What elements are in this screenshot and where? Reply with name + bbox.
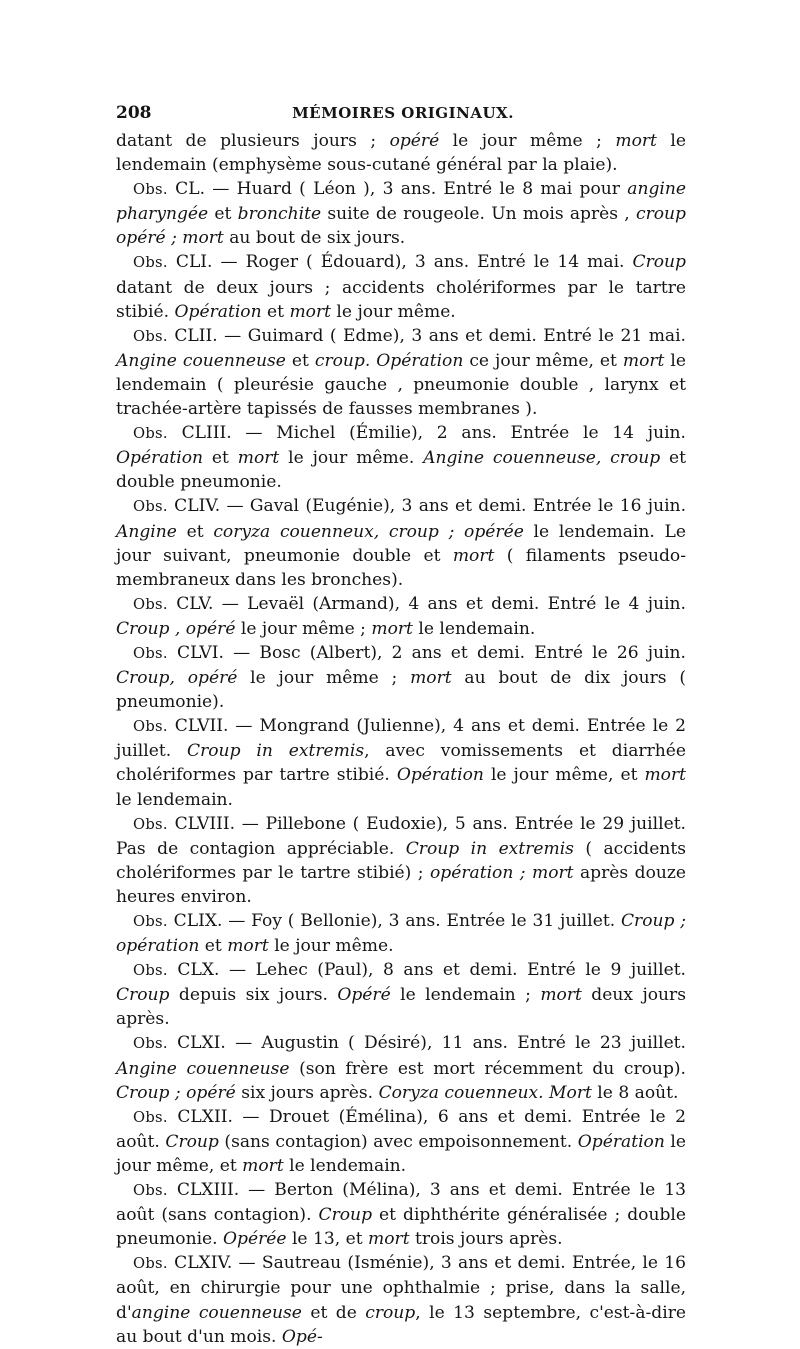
italic-term: mort [452, 545, 495, 566]
text-run: , le 13 septembre, c'est-à-dire au bout d'un mois. [116, 1302, 686, 1347]
italic-term: bronchite [237, 204, 322, 225]
italic-term: Opé- [281, 1326, 323, 1347]
text-run: après douze heures environ. [116, 862, 686, 907]
text-run: le jour même. [279, 448, 424, 469]
italic-term: Opération [116, 448, 204, 469]
text-run: (son frère est mort récemment du croup). [289, 1058, 686, 1079]
italic-term: mort [644, 765, 687, 786]
observation-paragraph [116, 1031, 686, 1104]
observation-paragraph [116, 250, 686, 323]
text-run: le jour même. [331, 301, 456, 322]
italic-term: mort [622, 350, 665, 371]
page-number: 208 [116, 103, 152, 123]
observation-paragraph [116, 1251, 686, 1348]
text-run: CL. — Huard ( Léon ), 3 ans. Entré le 8 mai pour [167, 179, 628, 200]
text-run: et [285, 350, 315, 371]
text-run: datant de plusieurs jours ; [116, 131, 390, 151]
text-run: datant de deux jours ; accidents cholériformes par le tartre stibié. [116, 277, 686, 322]
observation-paragraph [116, 592, 686, 641]
text-run: et [199, 936, 228, 957]
text-run: et de [301, 1302, 366, 1323]
italic-term: Croup ; opération [116, 911, 687, 957]
text-run: (sans contagion) avec empoisonnement. [218, 1131, 578, 1152]
text-run: le lendemain. [283, 1155, 407, 1176]
observation-label: Obs. [133, 1182, 168, 1200]
observation-paragraph [116, 421, 686, 494]
observation-paragraph [116, 958, 686, 1031]
italic-term: croup. Opération [314, 350, 464, 371]
italic-term: Croup in extremis [187, 741, 365, 762]
observation-paragraph [116, 1105, 686, 1178]
text-run: le jour même, et [116, 1131, 686, 1176]
italic-term: Angine [116, 521, 177, 542]
italic-term: Opération [396, 765, 484, 786]
text-run: au bout de six jours. [223, 228, 406, 249]
text-run: CLI. — Roger ( Édouard), 3 ans. Entré le 14 mai. [167, 252, 633, 273]
text-run: trois jours après. [409, 1229, 563, 1250]
text-run: le jour même ; [237, 668, 411, 689]
italic-term: Angine couenneuse [116, 1058, 290, 1079]
italic-term: Croup [165, 1131, 219, 1152]
text-run: et [203, 448, 238, 469]
text-run: le lendemain ( pleurésie gauche , pneumonie double , larynx et trachée-artère tapissés de fausses membranes ). [116, 350, 686, 420]
text-run: au bout de dix jours ( pneumonie). [116, 668, 686, 713]
text-run: le jour même, et [483, 765, 645, 786]
observation-paragraph [116, 812, 686, 909]
observation-label: Obs. [133, 1108, 168, 1126]
body-text [116, 129, 686, 1349]
text-run: CLXIV. — Sautreau (Isménie), 3 ans et demi. Entrée, le 16 août, en chirurgie pour une ophthalmie ; prise, dans la salle, d' [116, 1253, 686, 1323]
italic-term: Angine couenneuse [116, 350, 286, 371]
text-run: CLXIII. — Berton (Mélina), 3 ans et demi. Entrée le 13 août (sans contagion). [116, 1180, 686, 1226]
text-run: le jour même ; [439, 131, 616, 151]
italic-term: opéré [389, 131, 440, 151]
observation-label: Obs. [133, 425, 168, 443]
text-run: le 8 août. [591, 1082, 679, 1103]
text-run: le jour même ; [235, 618, 372, 639]
italic-term: Opéré [337, 985, 391, 1006]
paragraph-continuation [116, 129, 686, 177]
observation-label: Obs. [133, 254, 168, 272]
italic-term: Croup, opéré [116, 668, 238, 689]
observation-label: Obs. [133, 595, 168, 613]
text-run: CLII. — Guimard ( Edme), 3 ans et demi. Entré le 21 mai. [167, 325, 686, 346]
text-run: CLVII. — Mongrand (Julienne), 4 ans et demi. Entrée le 2 juillet. [116, 716, 686, 762]
italic-term: Croup [318, 1205, 373, 1226]
observation-label: Obs. [133, 1255, 168, 1273]
text-run: deux jours après. [116, 985, 686, 1030]
italic-term: mort [227, 936, 269, 957]
italic-term: mort [242, 1155, 284, 1176]
text-run: et double pneumonie. [116, 448, 687, 493]
text-run: le 13, et [286, 1229, 369, 1250]
text-run: CLVIII. — Pillebone ( Eudoxie), 5 ans. Entrée le 29 juillet. Pas de contagion appréciable. [116, 813, 686, 859]
text-run: depuis six jours. [169, 985, 338, 1006]
text-run: CLXI. — Augustin ( Désiré), 11 ans. Entré le 23 juillet. [167, 1033, 686, 1054]
text-run: le lendemain ; [390, 985, 541, 1006]
text-run: CLIII. — Michel (Émilie), 2 ans. Entrée le 14 juin. [167, 423, 686, 444]
observation-label: Obs. [133, 1035, 168, 1053]
text-run: , avec vomissements et diarrhée cholériformes par tartre stibié. [116, 741, 686, 786]
text-run: et [261, 301, 290, 322]
text-run: et [176, 521, 214, 542]
text-run: le lendemain. [116, 789, 233, 810]
text-run: ce jour même, et [463, 350, 623, 371]
italic-term: Croup in extremis [405, 838, 574, 859]
text-run: et [208, 204, 238, 225]
running-head [116, 100, 690, 126]
italic-term: Croup [116, 985, 170, 1006]
observation-label: Obs. [133, 498, 168, 516]
italic-term: mort [410, 668, 452, 689]
observation-paragraph [116, 714, 686, 811]
italic-term: mort [237, 448, 280, 469]
italic-term: Croup ; opéré [116, 1082, 236, 1103]
italic-term: opération ; mort [430, 862, 574, 883]
text-run: et diphthérite généralisée ; double pneumonie. [116, 1205, 686, 1250]
italic-term: Angine couenneuse, croup [423, 448, 661, 469]
italic-term: Croup [632, 252, 686, 273]
italic-term: mort [615, 131, 657, 151]
text-run: ( accidents cholériformes par le tartre stibié) ; [116, 838, 686, 883]
observation-label: Obs. [133, 913, 168, 930]
observation-paragraph [116, 324, 686, 421]
text-run: suite de rougeole. Un mois après , [321, 204, 636, 225]
italic-term: Croup , opéré [116, 618, 236, 639]
observation-label: Obs. [133, 327, 168, 345]
italic-term: mort [371, 618, 413, 639]
observation-label: Obs. [133, 181, 168, 199]
text-run: CLVI. — Bosc (Albert), 2 ans et demi. Entré le 26 juin. [167, 642, 686, 663]
italic-term: angine pharyngée [116, 179, 686, 225]
observation-label: Obs. [133, 718, 168, 736]
text-run: CLV. — Levaël (Armand), 4 ans et demi. Entré le 4 juin. [167, 593, 686, 614]
observation-paragraph [116, 641, 686, 714]
italic-term: coryza couenneux, croup ; opérée [213, 521, 524, 542]
text-run: ( filaments pseudo-membraneux dans les bronches). [116, 545, 686, 590]
italic-term: Opération [577, 1131, 665, 1152]
text-run: CLIV. — Gaval (Eugénie), 3 ans et demi. Entrée le 16 juin. [167, 496, 686, 517]
italic-term: Coryza couenneux. Mort [378, 1082, 592, 1103]
text-run: CLX. — Lehec (Paul), 8 ans et demi. Entré le 9 juillet. [167, 960, 686, 981]
observation-paragraph [116, 494, 686, 591]
italic-term: croup opéré ; mort [116, 204, 686, 249]
italic-term: croup [365, 1302, 416, 1323]
italic-term: Opération [174, 301, 262, 322]
text-run: le lendemain (emphysème sous-cutané général par la plaie). [116, 131, 686, 176]
observation-label: Obs. [133, 644, 168, 662]
italic-term: Opérée [223, 1229, 287, 1250]
observation-paragraph [116, 909, 686, 958]
text-run: le lendemain. Le jour suivant, pneumonie double et [116, 521, 686, 566]
observation-paragraph [116, 177, 686, 250]
observation-label: Obs. [133, 815, 168, 833]
text-run: le lendemain. [412, 618, 536, 639]
text-run: le jour même. [268, 936, 394, 957]
italic-term: mort [289, 301, 331, 322]
italic-term: mort [540, 985, 582, 1006]
text-run: CLIX. — Foy ( Bellonie), 3 ans. Entrée le 31 juillet. [167, 911, 621, 931]
italic-term: angine couenneuse [131, 1302, 302, 1323]
observation-label: Obs. [133, 962, 168, 980]
italic-term: mort [368, 1229, 410, 1250]
text-run: CLXII. — Drouet (Émélina), 6 ans et demi. Entrée le 2 août. [116, 1106, 686, 1152]
running-title: MÉMOIRES ORIGINAUX. [292, 104, 514, 122]
text-run: six jours après. [235, 1082, 379, 1103]
